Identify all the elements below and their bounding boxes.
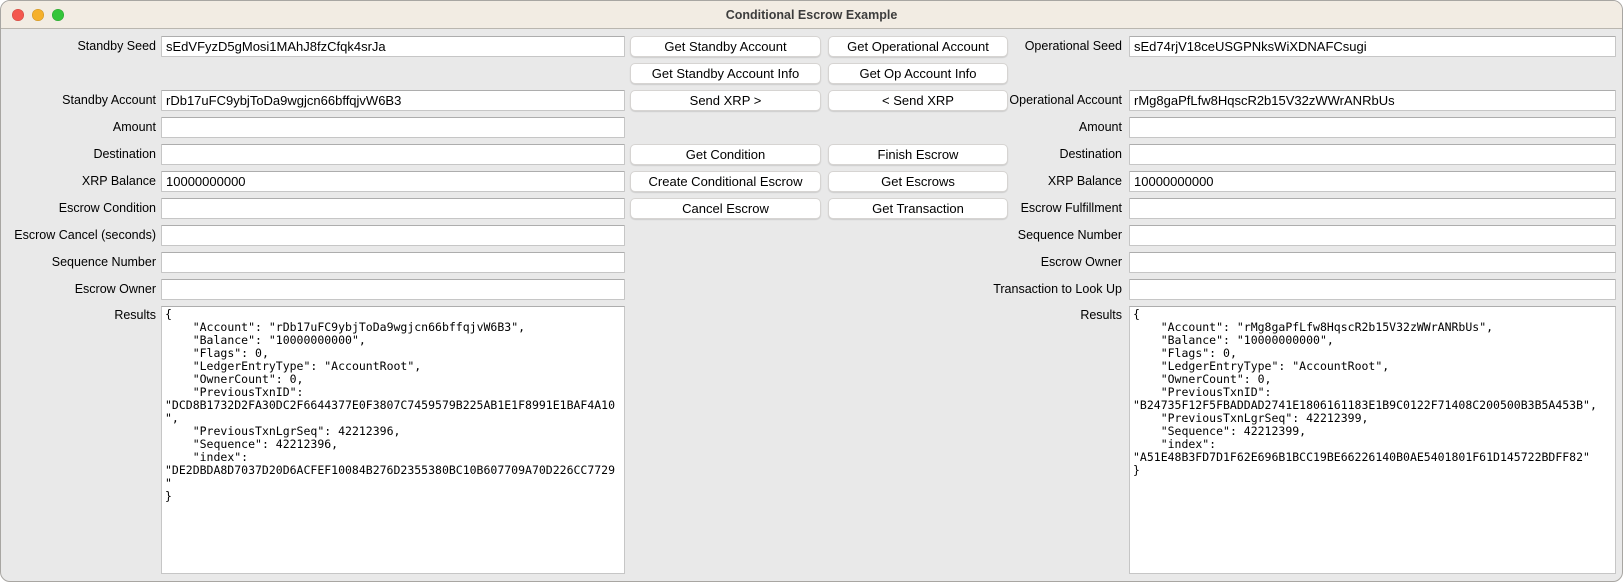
standby-destination-input[interactable] — [161, 144, 625, 165]
operational-destination-input[interactable] — [1129, 144, 1616, 165]
standby-results-textarea[interactable] — [161, 306, 625, 574]
standby-sequence-number-label: Sequence Number — [51, 255, 156, 269]
standby-destination-label: Destination — [93, 147, 156, 161]
row-amount — [1, 117, 1622, 138]
operational-sequence-number-input[interactable] — [1129, 225, 1616, 246]
standby-account-label: Standby Account — [62, 93, 156, 107]
row-condition-fulfillment — [1, 198, 1622, 219]
get-escrows-button[interactable]: Get Escrows — [828, 171, 1008, 192]
get-condition-button[interactable]: Get Condition — [630, 144, 821, 165]
create-conditional-escrow-button[interactable]: Create Conditional Escrow — [630, 171, 821, 192]
operational-account-label: Operational Account — [1009, 93, 1122, 107]
get-transaction-button[interactable]: Get Transaction — [828, 198, 1008, 219]
standby-amount-label: Amount — [112, 120, 156, 134]
operational-amount-input[interactable] — [1129, 117, 1616, 138]
get-op-account-info-button[interactable]: Get Op Account Info — [828, 63, 1008, 84]
zoom-button[interactable] — [52, 9, 64, 21]
send-xrp-left-button[interactable]: < Send XRP — [828, 90, 1008, 111]
row-owner-lookup — [1, 279, 1622, 300]
escrow-cancel-input[interactable] — [161, 225, 625, 246]
standby-seed-input[interactable] — [161, 36, 625, 57]
get-operational-account-button[interactable]: Get Operational Account — [828, 36, 1008, 57]
minimize-button[interactable] — [32, 9, 44, 21]
row-destination — [1, 144, 1622, 165]
operational-amount-label: Amount — [1078, 120, 1122, 134]
cancel-escrow-button[interactable]: Cancel Escrow — [630, 198, 821, 219]
operational-escrow-owner-label: Escrow Owner — [1040, 255, 1122, 269]
escrow-cancel-label: Escrow Cancel (seconds) — [14, 228, 156, 242]
standby-results-label: Results — [114, 308, 156, 322]
operational-results-label: Results — [1080, 308, 1122, 322]
row-account — [1, 90, 1622, 111]
row-account-info — [1, 63, 1622, 84]
operational-sequence-number-label: Sequence Number — [1017, 228, 1122, 242]
standby-sequence-number-input[interactable] — [161, 252, 625, 273]
operational-results-textarea[interactable] — [1129, 306, 1616, 574]
row-cancel-sequence — [1, 225, 1622, 246]
row-sequence-owner — [1, 252, 1622, 273]
operational-account-input[interactable] — [1129, 90, 1616, 111]
escrow-condition-input[interactable] — [161, 198, 625, 219]
row-seed — [1, 36, 1622, 57]
escrow-condition-label: Escrow Condition — [58, 201, 156, 215]
send-xrp-right-button[interactable]: Send XRP > — [630, 90, 821, 111]
operational-xrp-balance-label: XRP Balance — [1047, 174, 1122, 188]
escrow-fulfillment-label: Escrow Fulfillment — [1020, 201, 1122, 215]
get-standby-account-button[interactable]: Get Standby Account — [630, 36, 821, 57]
row-results — [1, 306, 1622, 574]
titlebar — [1, 1, 1622, 29]
standby-xrp-balance-label: XRP Balance — [81, 174, 156, 188]
get-standby-account-info-button[interactable]: Get Standby Account Info — [630, 63, 821, 84]
standby-escrow-owner-label: Escrow Owner — [74, 282, 156, 296]
standby-xrp-balance-input[interactable] — [161, 171, 625, 192]
close-button[interactable] — [12, 9, 24, 21]
standby-seed-label: Standby Seed — [77, 39, 156, 53]
finish-escrow-button[interactable]: Finish Escrow — [828, 144, 1008, 165]
standby-amount-input[interactable] — [161, 117, 625, 138]
escrow-fulfillment-input[interactable] — [1129, 198, 1616, 219]
window-title: Conditional Escrow Example — [725, 7, 898, 22]
transaction-lookup-label: Transaction to Look Up — [993, 282, 1122, 296]
operational-escrow-owner-input[interactable] — [1129, 252, 1616, 273]
form-body — [1, 29, 1622, 574]
operational-destination-label: Destination — [1059, 147, 1122, 161]
transaction-lookup-input[interactable] — [1129, 279, 1616, 300]
operational-xrp-balance-input[interactable] — [1129, 171, 1616, 192]
traffic-lights — [12, 1, 64, 28]
operational-seed-input[interactable] — [1129, 36, 1616, 57]
row-xrp-balance — [1, 171, 1622, 192]
standby-account-input[interactable] — [161, 90, 625, 111]
operational-seed-label: Operational Seed — [1024, 39, 1122, 53]
standby-escrow-owner-input[interactable] — [161, 279, 625, 300]
